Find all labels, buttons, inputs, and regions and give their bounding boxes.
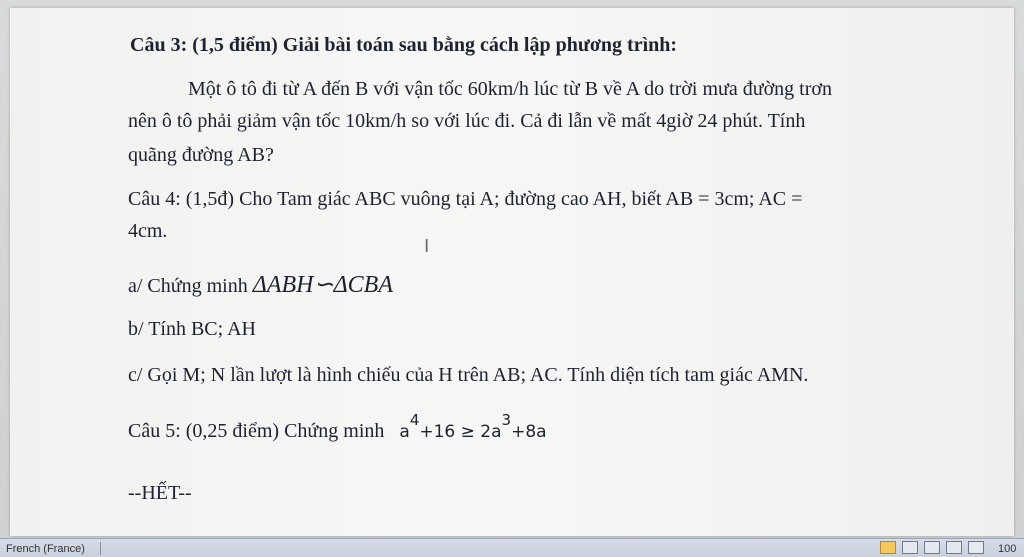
outline-view-icon[interactable] (946, 541, 962, 554)
question-4b: b/ Tính BC; AH (128, 318, 256, 340)
inequality-end: +8a (511, 422, 547, 442)
print-layout-view-icon[interactable] (880, 541, 896, 554)
question-3-line-2: nên ô tô phải giảm vận tốc 10km/h so với lúc đi. Cả đi lẫn về mất 4giờ 24 phút. Tính (128, 110, 806, 132)
web-layout-view-icon[interactable] (924, 541, 940, 554)
question-5 (128, 411, 547, 443)
draft-view-icon[interactable] (968, 541, 984, 554)
question-5-text: Câu 5: (0,25 điểm) Chứng minh (128, 420, 385, 442)
zoom-level[interactable]: 100 (998, 543, 1017, 555)
view-mode-buttons (880, 541, 984, 554)
inequality-middle: +16 ≥ 2a (419, 422, 502, 442)
inequality-exponent-3: 3 (501, 411, 512, 429)
inequality-exponent-4: 4 (409, 411, 420, 429)
end-marker: --HẾT-- (128, 482, 192, 504)
status-separator (100, 542, 101, 555)
document-page[interactable] (10, 8, 1014, 536)
language-indicator[interactable]: French (France) (6, 543, 85, 555)
question-4c: c/ Gọi M; N lần lượt là hình chiếu của H trên AB; AC. Tính diện tích tam giác AMN. (128, 364, 809, 386)
question-4-line-2: 4cm. (128, 220, 168, 242)
question-3-line-3: quãng đường AB? (128, 144, 274, 166)
text-cursor-icon: I (424, 236, 430, 257)
question-4a-text: a/ Chứng minh (128, 275, 248, 297)
question-4a (128, 270, 393, 299)
full-screen-reading-view-icon[interactable] (902, 541, 918, 554)
similar-triangles-formula: ΔABH∽ΔCBA (252, 272, 393, 298)
status-bar (0, 538, 1024, 557)
inequality-base: a (399, 422, 410, 442)
question-3-title: Câu 3: (1,5 điểm) Giải bài toán sau bằng cách lập phương trình: (130, 34, 678, 56)
inequality-formula (399, 411, 547, 442)
question-4-line-1: Câu 4: (1,5đ) Cho Tam giác ABC vuông tại A; đường cao AH, biết AB = 3cm; AC = (128, 188, 803, 210)
question-3-line-1: Một ô tô đi từ A đến B với vận tốc 60km/h lúc từ B về A do trời mưa đường trơn (188, 78, 832, 100)
